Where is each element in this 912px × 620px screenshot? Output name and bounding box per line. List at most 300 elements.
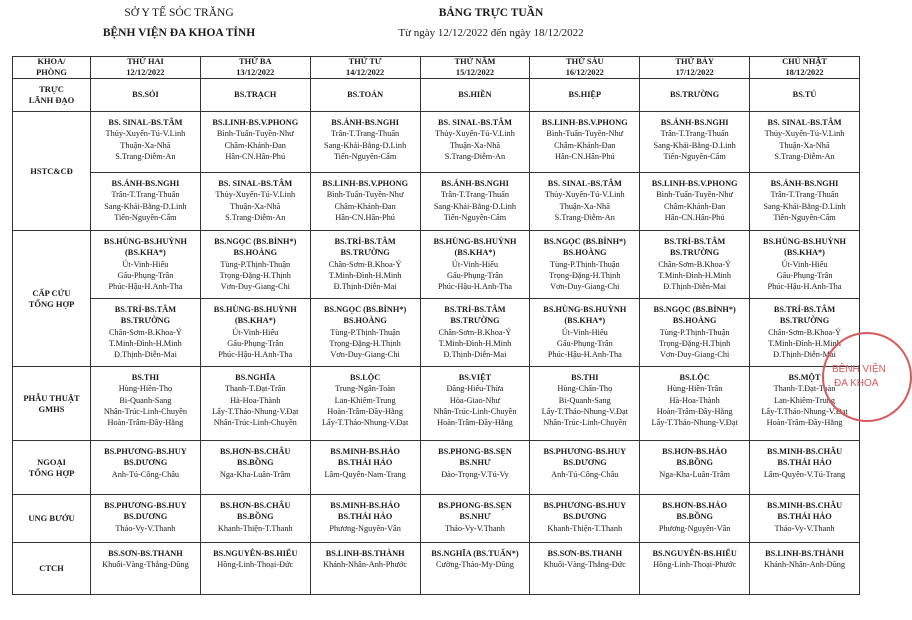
duty-cell [310, 543, 420, 595]
doctor-name: BS.TRƯỜNG [670, 248, 720, 258]
doctor-name: BS.HOÀNG [563, 248, 607, 258]
staff-list: Hoàn-Trâm-Đầy-Hằng [107, 418, 184, 428]
duty-cell [310, 173, 420, 231]
staff-list: Nhân-Trúc-Linh-Chuyền [213, 418, 297, 428]
staff-list: Vơn-Duy-Giang-Chi [330, 350, 400, 360]
staff-list: Tùng-P.Thịnh-Thuận [549, 259, 620, 269]
duty-cell [530, 495, 640, 543]
duty-cell [420, 299, 530, 367]
staff-list: Lan-Khiêm-Trung [334, 395, 396, 405]
khoa-label [13, 231, 91, 367]
duty-cell [200, 112, 310, 173]
staff-list: Gấu-Phụng-Trân [556, 338, 613, 348]
staff-list: Thủy-Xuyến-Tú-V.Linh [215, 190, 296, 200]
doctor-name: BS.LINH-BS.V.PHONG [651, 179, 738, 188]
corner-line: KHOA/ [37, 57, 66, 66]
doctor-name: BS.HÙNG-BS.HUỲNH [763, 237, 847, 246]
day-header [530, 57, 640, 79]
staff-list: Trọng-Đặng-H.Thịnh [658, 338, 731, 348]
staff-list: Khanh-Thiện-T.Thanh [547, 523, 623, 533]
doctor-name: BS.DƯƠNG [123, 512, 168, 522]
hospital-name: BỆNH VIỆN ĐA KHOA TỈNH [102, 27, 256, 39]
staff-list: Tùng-P.Thịnh-Thuận [659, 327, 730, 337]
duty-cell [640, 231, 750, 299]
duty-cell [420, 495, 530, 543]
duty-cell [310, 112, 420, 173]
doctor-name: BS.LINH-BS.V.PHONG [212, 118, 299, 127]
staff-list: Tiến-Nguyên-Cẩm [773, 212, 836, 222]
staff-list: Khuối-Vàng-Thắng-Dũng [102, 560, 189, 570]
duty-cell [420, 441, 530, 495]
schedule-row [13, 495, 860, 543]
staff-list: Bình-Tuấn-Tuyền-Như [656, 190, 733, 200]
staff-list: Thủy-Xuyến-Tú-V.Linh [764, 129, 845, 139]
day-date: 12/12/2022 [126, 67, 165, 77]
staff-list: Châm-Khánh-Đan [663, 201, 726, 211]
day-header [750, 57, 860, 79]
day-date: 14/12/2022 [346, 67, 385, 77]
day-name: THỨ TƯ [348, 57, 382, 66]
duty-cell [750, 112, 860, 173]
doctor-name: BS.THÁI HẢO [777, 458, 832, 468]
staff-list: Trọng-Đặng-H.Thịnh [219, 270, 291, 280]
schedule-row [13, 112, 860, 173]
duty-cell [310, 495, 420, 543]
schedule-row [13, 299, 860, 367]
doctor-name: BS. SINAL-BS.TÂM [547, 179, 622, 188]
duty-cell [310, 367, 420, 441]
duty-cell [640, 367, 750, 441]
doctor-name: BS.TRÍ-BS.TÂM [773, 305, 836, 314]
staff-list: T.Minh-Đình-H.Minh [109, 338, 182, 348]
doctor-name: BS.HOÀNG [233, 248, 278, 258]
doctor-name: BS. SINAL-BS.TÂM [108, 118, 183, 127]
day-name: THỨ BA [239, 57, 272, 66]
doctor-name: BS.HƠN-BS.HẢO [662, 447, 728, 456]
staff-list: Thanh-T.Đạt-Toàn [773, 384, 836, 394]
day-name: THỨ HAI [127, 57, 164, 66]
staff-list: Đ.Thịnh-Diễn-Mai [443, 350, 507, 360]
staff-list: Lẩy-T.Thảo-Nhung-V.Đạt [212, 406, 299, 416]
doctor-name: BS.NGHĨA (BS.TUẤN*) [431, 549, 519, 558]
staff-list: T.Minh-Đình-H.Minh [768, 338, 841, 348]
doctor-name: BS.LINH-BS.THÀNH [325, 549, 405, 558]
duty-schedule-table [12, 56, 860, 595]
staff-list: Út-Vinh-Hiếu [451, 259, 498, 269]
khoa-label-line: TỔNG HỢP [28, 298, 75, 309]
staff-list: S.Trang-Diễm-An [554, 212, 615, 222]
stamp-text-1: BỆNH VIỆN [832, 364, 886, 375]
duty-cell [200, 231, 310, 299]
header-row [13, 57, 860, 79]
staff-list: Phương-Nguyên-Vân [329, 523, 401, 533]
staff-list: Hoàn-Trâm-Đầy-Hằng [656, 406, 733, 416]
duty-cell [91, 112, 201, 173]
staff-list: Anh-Tú-Công-Châu [551, 469, 619, 479]
doctor-name: BS.VIỆT [458, 373, 492, 382]
staff-list: Gấu-Phụng-Trân [227, 338, 284, 348]
doctor-name: BS.LINH-BS.V.PHONG [322, 179, 409, 188]
staff-list: Hân-CN.Hân-Phú [335, 212, 395, 222]
staff-list: Gấu-Phụng-Trân [117, 270, 174, 280]
leader-cell: BS.TRẠCH [200, 79, 310, 112]
staff-list: Thủy-Xuyến-Tú-V.Linh [105, 129, 186, 139]
doctor-name: BS.HƠN-BS.HẢO [662, 501, 728, 510]
staff-list: Trọng-Đặng-H.Thịnh [329, 338, 401, 348]
doctor-name: BS.HOÀNG [672, 316, 717, 326]
day-header [200, 57, 310, 79]
khoa-label-line: PHẪU THUẬT [23, 392, 80, 403]
staff-list: Lâm-Quyên-V.Tú-Trang [763, 469, 846, 479]
khoa-label [13, 112, 91, 231]
doctor-name: BS.TRƯỜNG [120, 316, 171, 326]
duty-cell [640, 112, 750, 173]
staff-list: Tiến-Nguyên-Cẩm [663, 151, 726, 161]
doctor-name: BS.PHONG-BS.SẸN [438, 447, 512, 456]
duty-cell [530, 543, 640, 595]
leader-cell: BS.HIỆP [530, 79, 640, 112]
staff-list: Phúc-Hậu-H.Anh-Tha [218, 350, 293, 360]
staff-list: Sang-Khải-Bằng-D.Linh [104, 201, 187, 211]
staff-list: Út-Vinh-Hiếu [781, 259, 828, 269]
doctor-name: BS.LINH-BS.THÀNH [765, 549, 844, 558]
staff-list: Hoàn-Trâm-Đầy-Hằng [766, 418, 843, 428]
staff-list: Khánh-Nhân-Anh-Dũng [763, 560, 846, 570]
leader-cell: BS.TÚ [750, 79, 860, 112]
khoa-label-line: UNG BƯỚU [28, 513, 75, 523]
stamp-text-2: ĐA KHOA [834, 378, 879, 389]
doctor-name: (BS.KHA*) [125, 248, 166, 258]
duty-cell [91, 543, 201, 595]
day-date: 13/12/2022 [236, 67, 275, 77]
staff-list: Hoàn-Trâm-Đầy-Hằng [437, 418, 513, 428]
staff-list: T.Minh-Đình-H.Minh [658, 270, 731, 280]
staff-list: T.Minh-Đình-H.Minh [328, 270, 402, 280]
doctor-name: BS.PHƯƠNG-BS.HUY [543, 501, 627, 510]
khoa-label [13, 543, 91, 595]
staff-list: Vơn-Duy-Giang-Chi [550, 282, 620, 292]
staff-list: Gấu-Phụng-Trân [446, 270, 503, 280]
duty-cell [420, 367, 530, 441]
duty-cell [420, 173, 530, 231]
doctor-name: BS.SƠN-BS.THANH [547, 549, 623, 558]
doctor-name: BS.HÙNG-BS.HUỲNH [213, 305, 297, 314]
duty-cell [200, 299, 310, 367]
staff-list: Trân-T.Trang-Thuấn [770, 190, 839, 200]
doctor-name: BS.BỒNG [676, 458, 713, 468]
duty-cell [530, 441, 640, 495]
doctor-name: BS.DƯƠNG [123, 458, 168, 468]
khoa-label [13, 495, 91, 543]
doctor-name: BS.ÁNH-BS.NGHI [111, 179, 180, 188]
duty-cell [200, 367, 310, 441]
staff-list: Thảo-Vy-V.Thanh [444, 523, 505, 533]
doctor-name: BS.HÙNG-BS.HUỲNH [433, 237, 517, 246]
doctor-name: BS.PHƯƠNG-BS.HUY [104, 501, 187, 510]
doctor-name: BS.ÁNH-BS.NGHI [660, 118, 729, 127]
duty-cell [200, 441, 310, 495]
doctor-name: BS.NHƯ [459, 512, 491, 522]
staff-list: Trân-T.Trang-Thuấn [111, 190, 180, 200]
staff-list: S.Trang-Diễm-An [225, 212, 286, 222]
staff-list: Trọng-Đặng-H.Thịnh [549, 270, 621, 280]
staff-list: Nga-Kha-Luân-Trâm [219, 469, 291, 479]
staff-list: Trân-T.Trang-Thuấn [660, 129, 729, 139]
staff-list: Vơn-Duy-Giang-Chi [659, 350, 730, 360]
duty-cell [750, 543, 860, 595]
staff-list: Đ.Thịnh-Diễn-Mai [333, 282, 397, 292]
doctor-name: BS.NGỌC (BS.BÌNH*) [214, 237, 297, 246]
staff-list: Út-Vinh-Hiếu [232, 327, 279, 337]
staff-list: Gấu-Phụng-Trân [776, 270, 833, 280]
doctor-name: BS.ÁNH-BS.NGHI [441, 179, 509, 188]
doctor-name: BS.LỘC [679, 373, 710, 382]
khoa-label-line: TỔNG HỢP [28, 467, 75, 478]
khoa-label [13, 79, 91, 112]
staff-list: Lẩy-T.Thảo-Nhung-V.Đạt [541, 406, 628, 416]
staff-list: Đ.Thịnh-Diễn-Mai [663, 282, 727, 292]
doctor-name: BS.TRÍ-BS.TÂM [334, 237, 396, 246]
staff-list: Thảo-Vy-V.Thanh [774, 523, 835, 533]
day-date: 17/12/2022 [675, 67, 714, 77]
department-name: SỞ Y TẾ SÓC TRĂNG [124, 7, 234, 19]
staff-list: Nhân-Trúc-Linh-Chuyền [433, 406, 517, 416]
khoa-label-line: TRỰC [39, 84, 64, 94]
staff-list: Phúc-Hậu-H.Anh-Tha [547, 350, 622, 360]
duty-cell [750, 173, 860, 231]
doctor-name: BS.NGỌC (BS.BÌNH*) [323, 305, 407, 314]
page-title: BẢNG TRỰC TUẦN [438, 7, 544, 19]
staff-list: Hùng-Hiền-Thọ [118, 384, 173, 394]
staff-list: Sang-Khải-Bằng-D.Linh [433, 201, 517, 211]
staff-list: Hùng-Hiền-Trân [666, 384, 723, 394]
staff-list: Đăng-Hiếu-Thừa [446, 384, 504, 394]
duty-cell [640, 299, 750, 367]
staff-list: Hân-CN.Hân-Phú [664, 212, 725, 222]
staff-list: Thuận-Xa-Nhã [449, 140, 501, 150]
staff-list: Trân-T.Trang-Thuấn [440, 190, 510, 200]
staff-list: Nhân-Trúc-Linh-Chuyền [543, 418, 627, 428]
duty-cell [200, 543, 310, 595]
day-header [91, 57, 201, 79]
doctor-name: BS.DƯƠNG [562, 512, 607, 522]
hospital-stamp [822, 332, 912, 422]
khoa-label [13, 367, 91, 441]
staff-list: S.Trang-Diễm-An [444, 151, 506, 161]
staff-list: Sang-Khải-Bằng-D.Linh [323, 140, 407, 150]
staff-list: Đ.Thịnh-Diễn-Mai [113, 350, 177, 360]
doctor-name: BS.TRÍ-BS.TÂM [663, 237, 726, 246]
doctor-name: BS.MINH-BS.HẢO [330, 501, 400, 510]
doctor-name: BS.LỘC [350, 373, 381, 382]
doctor-name: BS.NGHĨA [235, 373, 276, 382]
duty-cell [91, 299, 201, 367]
staff-list: Chân-Sơm-B.Khoa-Ý [328, 259, 402, 269]
leader-cell: BS.TOẢN [310, 79, 420, 112]
duty-cell [640, 495, 750, 543]
staff-list: Hân-CN.Hân-Phú [554, 151, 615, 161]
khoa-label [13, 441, 91, 495]
staff-list: Hà-Hoa-Thành [230, 395, 281, 405]
staff-list: Hân-CN.Hân-Phú [225, 151, 286, 161]
leader-cell: BS.HIỀN [420, 79, 530, 112]
doctor-name: BS.PHƯƠNG-BS.HUY [104, 447, 187, 456]
staff-list: Chân-Sơm-B.Khoa-Ý [109, 327, 182, 337]
staff-list: Nga-Kha-Luân-Trâm [659, 469, 730, 479]
doctor-name: (BS.KHA*) [234, 316, 276, 326]
doctor-name: BS.HÙNG-BS.HUỲNH [103, 237, 187, 246]
staff-list: Thuận-Xa-Nhã [779, 140, 830, 150]
staff-list: S.Trang-Diễm-An [774, 151, 835, 161]
doctor-name: BS.THÁI HẢO [337, 458, 393, 468]
khoa-label-line: HSTC&CĐ [30, 165, 73, 176]
staff-list: Phúc-Hậu-H.Anh-Tha [437, 282, 512, 292]
staff-list: Khuối-Vàng-Thắng-Đức [543, 560, 626, 570]
duty-cell [91, 173, 201, 231]
doctor-name: BS.ÁNH-BS.NGHI [331, 118, 399, 127]
doctor-name: BS. SINAL-BS.TÂM [218, 179, 293, 188]
schedule-row [13, 367, 860, 441]
doctor-name: BS.TRÍ-BS.TÂM [114, 305, 177, 314]
day-header [420, 57, 530, 79]
day-date: 16/12/2022 [565, 67, 604, 77]
staff-list: Trân-T.Trang-Thuấn [331, 129, 400, 139]
duty-cell [91, 367, 201, 441]
staff-list: Tiến-Nguyên-Cẩm [114, 212, 177, 222]
doctor-name: (BS.KHA*) [564, 316, 606, 326]
corner-line: PHÒNG [36, 67, 67, 77]
day-name: THỨ SÁU [565, 57, 604, 66]
doctor-name: BS.NHƯ [459, 458, 491, 468]
doctor-name: BS.BỒNG [676, 512, 713, 522]
duty-cell [91, 495, 201, 543]
duty-cell [310, 299, 420, 367]
duty-cell [91, 441, 201, 495]
staff-list: Đ.Thịnh-Diễn-Mai [773, 350, 836, 360]
staff-list: Chân-Sơm-B.Khoa-Ý [768, 327, 841, 337]
doctor-name: BS.HÙNG-BS.HUỲNH [543, 305, 627, 314]
doctor-name: BS.NGUYÊN-BS.HIẾU [652, 549, 737, 558]
khoa-label-line: LÃNH ĐẠO [28, 95, 75, 105]
duty-cell [640, 543, 750, 595]
schedule-row [13, 173, 860, 231]
duty-cell [750, 231, 860, 299]
staff-list: Hồng-Linh-Thoại-Đức [217, 560, 294, 570]
staff-list: Hòa-Giao-Như [449, 395, 501, 405]
duty-cell [640, 441, 750, 495]
staff-list: Chân-Sơm-B.Khoa-Ý [438, 327, 512, 337]
schedule-row [13, 543, 860, 595]
staff-list: Hoàn-Trâm-Đầy-Hằng [327, 406, 403, 416]
doctor-name: BS.LINH-BS.V.PHONG [541, 118, 628, 127]
date-range: Từ ngày 12/12/2022 đến ngày 18/12/2022 [398, 27, 584, 39]
duty-cell [750, 495, 860, 543]
corner-header [13, 57, 91, 79]
duty-cell [91, 231, 201, 299]
staff-list: Sang-Khải-Bằng-D.Linh [763, 201, 846, 211]
doctor-name: BS.NGỌC (BS.BÌNH*) [543, 237, 626, 246]
staff-list: Thanh-T.Đạt-Trân [224, 384, 286, 394]
leader-cell: BS.SỎI [91, 79, 201, 112]
duty-cell [310, 231, 420, 299]
staff-list: Châm-Khánh-Đan [334, 201, 396, 211]
doctor-name: BS.MINH-BS.HẢO [330, 447, 400, 456]
staff-list: Lẩy-T.Thảo-Nhung-V.Đạt [761, 406, 848, 416]
day-header [640, 57, 750, 79]
doctor-name: BS.TRƯỜNG [450, 316, 500, 326]
leadership-row [13, 79, 860, 112]
doctor-name: BS.NGỌC (BS.BÌNH*) [653, 305, 736, 314]
duty-cell [640, 173, 750, 231]
staff-list: Thuận-Xa-Nhã [559, 201, 610, 211]
doctor-name: BS.ÁNH-BS.NGHI [770, 179, 839, 188]
staff-list: Sang-Khải-Bằng-D.Linh [653, 140, 736, 150]
day-header [310, 57, 420, 79]
duty-cell [200, 173, 310, 231]
khoa-label-line: CẤP CỨU [32, 287, 71, 298]
khoa-label-line: GMHS [38, 403, 65, 414]
staff-list: Thảo-Vy-V.Thanh [115, 523, 176, 533]
staff-list: Thuận-Xa-Nhã [120, 140, 171, 150]
staff-list: Út-Vinh-Hiếu [122, 259, 169, 269]
staff-list: Hùng-Chấn-Thọ [557, 384, 613, 394]
doctor-name: BS.THI [131, 373, 160, 382]
staff-list: Lẩy-T.Thảo-Nhung-V.Đạt [321, 418, 409, 428]
staff-list: Khanh-Thiện-T.Thanh [217, 523, 293, 533]
staff-list: Thuận-Xa-Nhã [230, 201, 281, 211]
duty-cell [310, 441, 420, 495]
schedule-header [386, 7, 596, 39]
doctor-name: BS.HOÀNG [343, 316, 387, 326]
duty-cell [200, 495, 310, 543]
staff-list: Bình-Tuấn-Tuyền-Như [546, 129, 624, 139]
staff-list: T.Minh-Đình-H.Minh [438, 338, 512, 348]
doctor-name: BS.THÁI HẢO [337, 512, 393, 522]
staff-list: Cường-Thảo-My-Dũng [435, 560, 514, 570]
staff-list: Phúc-Hậu-H.Anh-Tha [108, 282, 183, 292]
staff-list: Tiến-Nguyên-Cẩm [443, 212, 507, 222]
doctor-name: BS.MINH-BS.CHÂU [766, 501, 843, 510]
staff-list: Bình-Tuấn-Tuyền-Như [216, 129, 294, 139]
doctor-name: (BS.KHA*) [784, 248, 825, 258]
staff-list: Anh-Tú-Công-Châu [111, 469, 180, 479]
doctor-name: BS. SINAL-BS.TÂM [767, 118, 842, 127]
schedule-row [13, 231, 860, 299]
day-date: 18/12/2022 [785, 67, 824, 77]
staff-list: Thủy-Xuyến-Tú-V.Linh [544, 190, 625, 200]
staff-list: Út-Vinh-Hiếu [561, 327, 608, 337]
doctor-name: BS.TRƯỜNG [340, 248, 390, 258]
staff-list: Chân-Sơm-B.Khoa-Ý [658, 259, 732, 269]
day-name: CHỦ NHẬT [782, 57, 827, 66]
staff-list: Tiến-Nguyên-Cẩm [333, 151, 397, 161]
staff-list: Nhân-Trúc-Linh-Chuyền [103, 406, 187, 416]
duty-cell [530, 367, 640, 441]
doctor-name: BS.HƠN-BS.CHÂU [219, 447, 291, 456]
staff-list: Lâm-Quyên-Nam-Trang [324, 469, 406, 479]
doctor-name: BS.HƠN-BS.CHÂU [219, 501, 291, 510]
doctor-name: BS.DƯƠNG [562, 458, 607, 468]
staff-list: Trung-Ngân-Toàn [335, 384, 396, 394]
doctor-name: BS.MINH-BS.CHÂU [766, 447, 843, 456]
staff-list: Thủy-Xuyến-Tú-V.Linh [435, 129, 515, 139]
duty-cell [530, 231, 640, 299]
duty-cell [750, 441, 860, 495]
day-date: 15/12/2022 [455, 67, 495, 77]
leader-cell: BS.TRƯỜNG [640, 79, 750, 112]
doctor-name: BS. SINAL-BS.TÂM [437, 118, 512, 127]
duty-cell [420, 112, 530, 173]
